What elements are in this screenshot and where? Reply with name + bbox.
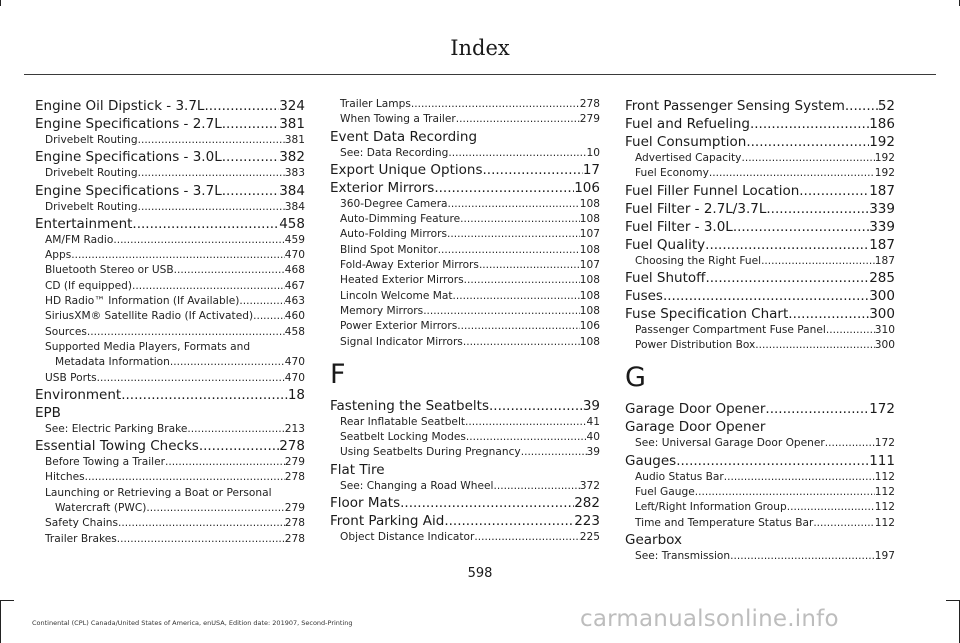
index-subentry: When Towing a Trailer ..... 279 — [330, 112, 600, 127]
section-letter-f: F — [330, 358, 346, 390]
index-entry: Fuses ..... 300 — [625, 287, 895, 305]
index-subentry: Before Towing a Trailer ..... 279 — [35, 455, 305, 470]
index-subentry: Heated Exterior Mirrors ..... 108 — [330, 273, 600, 288]
index-entry: Fuel Shutoff ..... 285 — [625, 269, 895, 287]
index-subentry: Power Exterior Mirrors ..... 106 — [330, 319, 600, 334]
index-subentry: Auto-Dimming Feature ..... 108 — [330, 212, 600, 227]
index-heading: Garage Door Opener — [625, 419, 766, 436]
index-subentry: See: Changing a Road Wheel ..... 372 — [330, 479, 600, 494]
index-subentry: See: Electric Parking Brake ..... 213 — [35, 422, 305, 437]
index-subentry: Lincoln Welcome Mat ..... 108 — [330, 289, 600, 304]
index-subentry: Blind Spot Monitor ..... 108 — [330, 243, 600, 258]
index-heading: Gearbox — [625, 531, 682, 548]
index-entry: Entertainment ..... 458 — [35, 215, 305, 233]
index-subentry: Seatbelt Locking Modes ..... 40 — [330, 430, 600, 445]
index-entry: Essential Towing Checks ..... 278 — [35, 437, 305, 455]
index-entry: Environment ..... 18 — [35, 386, 305, 404]
index-subentry: Watercraft (PWC) ..... 279 — [35, 501, 305, 516]
index-entry: Engine Specifications - 2.7L ..... 381 — [35, 115, 305, 133]
index-subentry: Fold-Away Exterior Mirrors ..... 107 — [330, 258, 600, 273]
index-subentry: Signal Indicator Mirrors ..... 108 — [330, 335, 600, 350]
index-subentry: Fuel Economy ..... 192 — [625, 166, 895, 181]
index-subentry: Drivebelt Routing ..... 384 — [35, 200, 305, 215]
index-subentry: Apps ..... 470 — [35, 248, 305, 263]
index-subentry: Metadata Information ..... 470 — [35, 355, 305, 370]
index-subentry: Memory Mirrors ..... 108 — [330, 304, 600, 319]
index-column-3 — [625, 97, 895, 564]
footer-edition-text: Continental (CPL) Canada/United States of America, enUSA, Edition date: 201907, Second-Printing — [32, 619, 353, 627]
index-subentry: SiriusXM® Satellite Radio (If Activated) ..... 460 — [35, 309, 305, 324]
index-subentry: Fuel Gauge ..... 112 — [625, 485, 895, 500]
index-subentry: See: Transmission ..... 197 — [625, 549, 895, 564]
index-entry: Gauges ..... 111 — [625, 452, 895, 470]
index-entry: Fuel Consumption ..... 192 — [625, 133, 895, 151]
page-title: Index — [450, 36, 510, 60]
index-entry: Fuel Filter - 2.7L/3.7L ..... 339 — [625, 200, 895, 218]
index-subentry: Object Distance Indicator ..... 225 — [330, 530, 600, 545]
crop-mark — [0, 600, 14, 601]
index-subentry: HD Radio™ Information (If Available) ..... 463 — [35, 294, 305, 309]
index-heading: Flat Tire — [330, 461, 385, 478]
index-subentry: Hitches ..... 278 — [35, 470, 305, 485]
index-entry: Front Parking Aid ..... 223 — [330, 512, 600, 530]
index-subentry: Trailer Brakes ..... 278 — [35, 532, 305, 547]
index-entry: Fastening the Seatbelts ..... 39 — [330, 397, 600, 415]
index-subentry: Sources ..... 458 — [35, 325, 305, 340]
index-subentry: Time and Temperature Status Bar ..... 112 — [625, 516, 895, 531]
index-entry: Engine Specifications - 3.0L ..... 382 — [35, 148, 305, 166]
index-subentry: USB Ports ..... 470 — [35, 371, 305, 386]
index-heading: Event Data Recording — [330, 128, 478, 145]
index-subentry: See: Universal Garage Door Opener ..... 172 — [625, 436, 895, 451]
index-entry: Front Passenger Sensing System ..... 52 — [625, 97, 895, 115]
index-entry: Fuel and Refueling ..... 186 — [625, 115, 895, 133]
index-entry: Export Unique Options ..... 17 — [330, 161, 600, 179]
index-subentry: Trailer Lamps ..... 278 — [330, 97, 600, 112]
crop-mark — [0, 600, 1, 643]
header-rule — [24, 74, 936, 75]
watermark: carmanualsonline.info — [580, 606, 839, 632]
index-subentry: CD (If equipped) ..... 467 — [35, 279, 305, 294]
index-heading: EPB — [35, 404, 61, 421]
index-entry: Garage Door Opener ..... 172 — [625, 400, 895, 418]
page-number: 598 — [467, 566, 493, 581]
index-subentry-line: Launching or Retrieving a Boat or Personal — [45, 486, 272, 499]
index-entry: Engine Specifications - 3.7L ..... 384 — [35, 182, 305, 200]
index-entry: Fuse Specification Chart ..... 300 — [625, 305, 895, 323]
index-subentry: See: Data Recording ..... 10 — [330, 146, 600, 161]
index-subentry: Audio Status Bar ..... 112 — [625, 470, 895, 485]
crop-mark — [0, 0, 1, 6]
crop-mark — [946, 600, 960, 601]
index-subentry: Advertised Capacity ..... 192 — [625, 151, 895, 166]
index-subentry: Power Distribution Box ..... 300 — [625, 338, 895, 353]
index-entry: Engine Oil Dipstick - 3.7L ..... 324 — [35, 97, 305, 115]
index-subentry: AM/FM Radio ..... 459 — [35, 233, 305, 248]
index-subentry: Bluetooth Stereo or USB ..... 468 — [35, 263, 305, 278]
index-subentry: Drivebelt Routing ..... 383 — [35, 166, 305, 181]
index-subentry: Passenger Compartment Fuse Panel ..... 310 — [625, 323, 895, 338]
index-entry: Fuel Filter - 3.0L ..... 339 — [625, 218, 895, 236]
index-entry: Fuel Quality ..... 187 — [625, 236, 895, 254]
section-letter-g: G — [625, 362, 646, 394]
index-subentry: Using Seatbelts During Pregnancy ..... 39 — [330, 445, 600, 460]
index-subentry: Rear Inflatable Seatbelt ..... 41 — [330, 415, 600, 430]
index-subentry: 360-Degree Camera ..... 108 — [330, 197, 600, 212]
index-entry: Fuel Filler Funnel Location ..... 187 — [625, 182, 895, 200]
index-column-1 — [35, 97, 305, 547]
index-subentry: Left/Right Information Group ..... 112 — [625, 500, 895, 515]
index-subentry-line: Supported Media Players, Formats and — [45, 340, 251, 353]
index-subentry: Safety Chains ..... 278 — [35, 516, 305, 531]
index-subentry: Choosing the Right Fuel ..... 187 — [625, 254, 895, 269]
index-entry: Floor Mats ..... 282 — [330, 494, 600, 512]
index-subentry: Auto-Folding Mirrors ..... 107 — [330, 227, 600, 242]
index-subentry: Drivebelt Routing ..... 381 — [35, 133, 305, 148]
index-entry: Exterior Mirrors ..... 106 — [330, 179, 600, 197]
index-column-2 — [330, 97, 600, 545]
